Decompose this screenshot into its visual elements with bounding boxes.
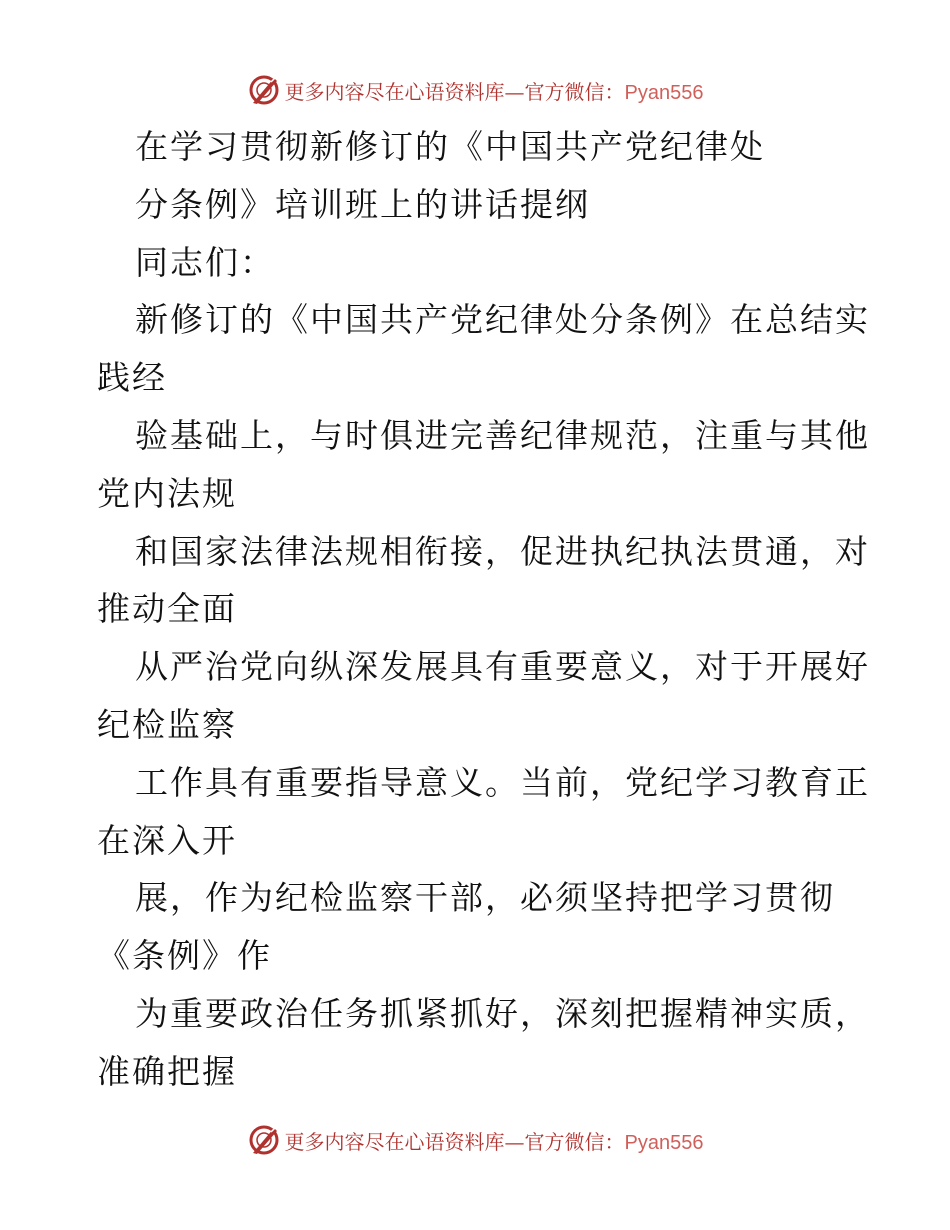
- text-line: 同志们：: [135, 242, 275, 282]
- text-line: 党内法规: [97, 473, 237, 513]
- watermark-library-name: 更多内容尽在心语资料库: [284, 79, 505, 104]
- text-line: 践经: [97, 358, 167, 398]
- text-line: 从严治党向纵深发展具有重要意义，对于开展好: [135, 647, 870, 687]
- text-line: 纪检监察: [97, 704, 237, 744]
- text-line: 推动全面: [97, 589, 237, 629]
- text-line: 工作具有重要指导意义。当前，党纪学习教育正: [135, 762, 870, 802]
- watermark-dash: —: [504, 1129, 525, 1154]
- quill-circle-logo-icon: [247, 73, 281, 107]
- watermark-wechat-label: 官方微信：: [524, 1129, 625, 1154]
- text-line: 《条例》作: [97, 936, 272, 976]
- text-line: 分条例》培训班上的讲话提纲: [135, 184, 590, 224]
- watermark-library-name: 更多内容尽在心语资料库: [284, 1129, 505, 1154]
- watermark-text: [285, 1126, 704, 1155]
- watermark-wechat-handle: Pyan556: [624, 81, 704, 104]
- watermark-wechat-label: 官方微信：: [524, 79, 625, 104]
- text-line: 新修订的《中国共产党纪律处分条例》在总结实: [135, 300, 870, 340]
- text-line: 展，作为纪检监察干部，必须坚持把学习贯彻: [135, 878, 835, 918]
- watermark-wechat-handle: Pyan556: [624, 1131, 704, 1154]
- text-line: 为重要政治任务抓紧抓好，深刻把握精神实质，: [135, 993, 870, 1033]
- footer-watermark-banner: [0, 1120, 950, 1160]
- document-body: [97, 118, 870, 1101]
- watermark-text: [285, 76, 704, 105]
- text-line: 在深入开: [97, 820, 237, 860]
- watermark-dash: —: [504, 79, 525, 104]
- text-line: 准确把握: [97, 1051, 237, 1091]
- header-watermark-banner: [0, 70, 950, 110]
- text-line: 和国家法律法规相衔接，促进执纪执法贯通，对: [135, 531, 870, 571]
- text-line: 在学习贯彻新修订的《中国共产党纪律处: [135, 127, 765, 166]
- quill-circle-logo-icon: [247, 1123, 281, 1157]
- text-line: 验基础上，与时俱进完善纪律规范，注重与其他: [135, 415, 870, 455]
